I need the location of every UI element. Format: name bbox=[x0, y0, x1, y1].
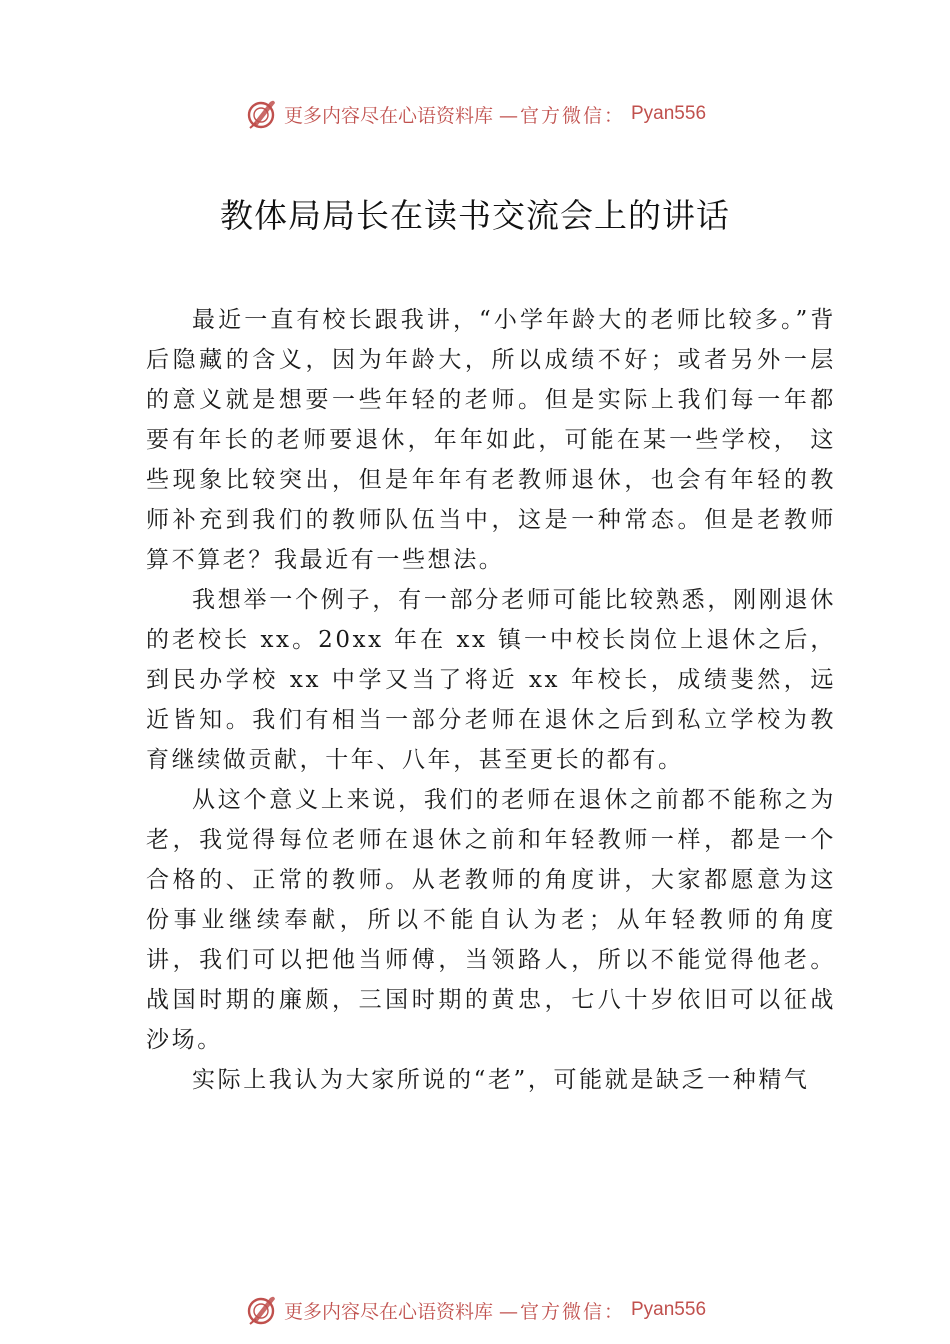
paragraph-2: 我想举一个例子，有一部分老师可能比较熟悉，刚刚退休的老校长 xx。20xx 年在 xx 镇一中校长岗位上退休之后，到民办学校 xx 中学又当了将近 xx 年校长，成绩斐然，远近皆知。我们有相当一部分老师在退休之后到私立学校为教育继续做贡献，十年、八年，甚至更长的都有。 bbox=[146, 587, 836, 773]
footer-watermark bbox=[0, 1290, 950, 1330]
document-title: 教体局局长在读书交流会上的讲话 bbox=[220, 196, 730, 235]
paragraph-4: 实际上我认为大家所说的“老”，可能就是缺乏一种精气 bbox=[192, 1067, 810, 1093]
paragraph-3: 从这个意义上来说，我们的老师在退休之前都不能称之为老，我觉得每位老师在退休之前和年轻教师一样，都是一个合格的、正常的教师。从老教师的角度讲，大家都愿意为这份事业继续奉献，所以不能自认为老；从年轻教师的角度讲，我们可以把他当师傅，当领路人，所以不能觉得他老。 战国时期的廉颇，三国时期的黄忠，七八十岁依旧可以征战沙场。 bbox=[146, 787, 836, 1053]
quill-seal-logo-icon bbox=[244, 1293, 278, 1327]
watermark-wechat-label: —官方微信： bbox=[498, 104, 625, 127]
watermark-wechat-label: —官方微信： bbox=[498, 1300, 625, 1323]
document-body bbox=[146, 300, 836, 1100]
watermark-library-text: 更多内容尽在心语资料库 bbox=[283, 104, 493, 127]
quill-seal-logo-icon bbox=[244, 97, 278, 131]
paragraph-1: 最近一直有校长跟我讲，“小学年龄大的老师比较多。”背后隐藏的含义，因为年龄大，所以成绩不好；或者另外一层的意义就是想要一些年轻的老师。但是实际上我们每一年都要有年长的老师要退休，年年如此，可能在某一些学校， 这些现象比较突出，但是年年有老教师退休，也会有年轻的教师补充到我们的教师队伍当中，这是一种常态。但是老教师算不算老？我最近有一些想法。 bbox=[146, 307, 836, 573]
watermark-wechat-id: Pyan556 bbox=[631, 1299, 707, 1320]
header-watermark bbox=[0, 94, 950, 134]
watermark-wechat-id: Pyan556 bbox=[631, 103, 707, 124]
watermark-library-text: 更多内容尽在心语资料库 bbox=[283, 1300, 493, 1323]
